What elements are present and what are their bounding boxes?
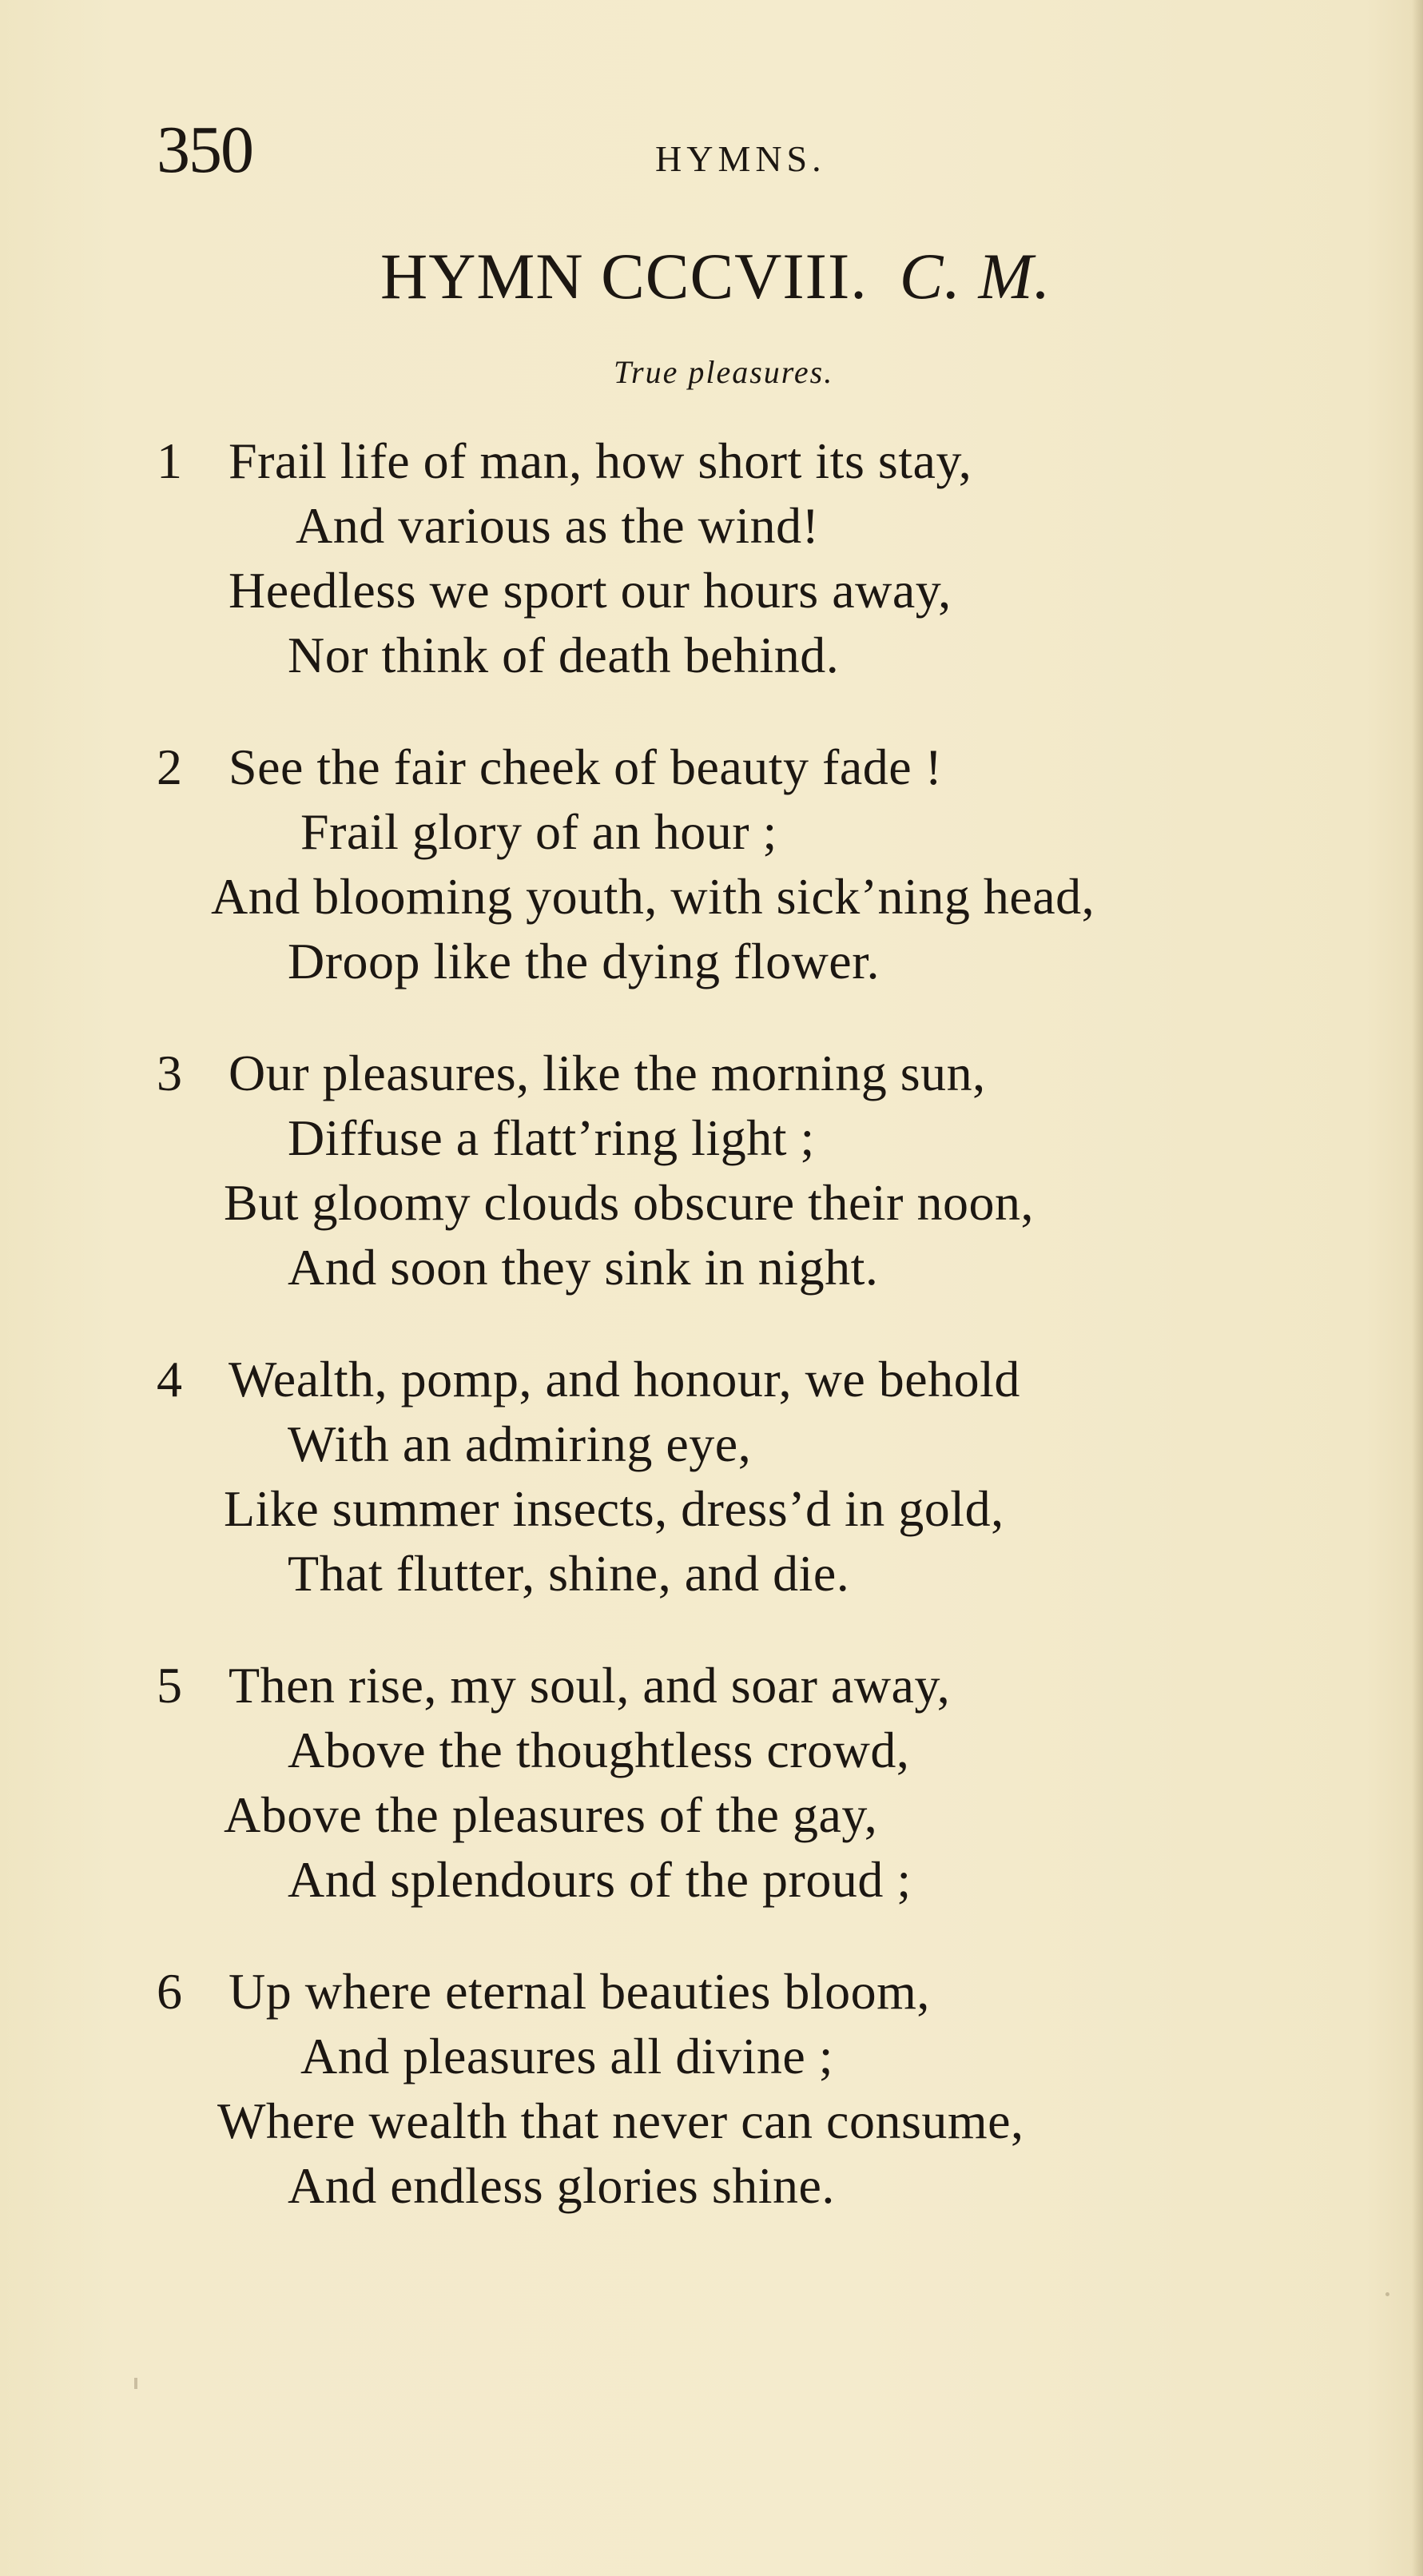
verse-line: That flutter, shine, and die. — [288, 1545, 850, 1602]
verse-number: 1 — [157, 432, 182, 489]
verse-line: Where wealth that never can consume, — [217, 2092, 1024, 2149]
page-number: 350 — [157, 113, 252, 187]
verse-line: See the fair cheek of beauty fade ! — [229, 739, 943, 795]
verse-number: 6 — [157, 1963, 182, 2020]
hymn-title: HYMN CCCVIII. — [380, 240, 868, 313]
verse-line: And soon they sink in night. — [288, 1239, 879, 1296]
verse-line: Frail life of man, how short its stay, — [229, 432, 972, 489]
verse-line: Above the pleasures of the gay, — [224, 1786, 878, 1843]
verse-line: And endless glories shine. — [288, 2157, 835, 2214]
verse-line: Our pleasures, like the morning sun, — [229, 1045, 986, 1101]
verse-number: 4 — [157, 1351, 182, 1407]
verse-line: But gloomy clouds obscure their noon, — [224, 1174, 1034, 1231]
verse-line: Up where eternal beauties bloom, — [229, 1963, 930, 2020]
paper-speck — [1385, 2292, 1389, 2296]
verse-line: Droop like the dying flower. — [288, 933, 880, 989]
verse-number: 2 — [157, 739, 182, 795]
verse-line: Above the thoughtless crowd, — [288, 1722, 910, 1778]
hymn-subtitle: True pleasures. — [614, 354, 834, 390]
verse-line: Diffuse a flatt’ring light ; — [288, 1109, 815, 1166]
verse-line: Nor think of death behind. — [288, 627, 840, 683]
verse-line: And blooming youth, with sick’ning head, — [211, 868, 1095, 925]
hymn-title-line — [380, 240, 1051, 313]
verse-line: Then rise, my soul, and soar away, — [229, 1657, 951, 1714]
page-edge-shadow — [1412, 0, 1423, 2576]
verse-line: Like summer insects, dress’d in gold, — [224, 1480, 1004, 1537]
verse-line: And splendours of the proud ; — [288, 1851, 912, 1908]
verse-line: And pleasures all divine ; — [300, 2028, 834, 2084]
hymn-meter: C. M. — [899, 240, 1051, 313]
verse-number: 3 — [157, 1045, 182, 1101]
verse-line: Wealth, pomp, and honour, we behold — [229, 1351, 1020, 1407]
verse-line: Heedless we sport our hours away, — [229, 562, 952, 619]
paper-speck — [134, 2378, 137, 2389]
verse-line: Frail glory of an hour ; — [300, 803, 777, 860]
running-head: HYMNS. — [655, 138, 826, 179]
verse-number: 5 — [157, 1657, 182, 1714]
verse-line: And various as the wind! — [296, 497, 820, 554]
verse-line: With an admiring eye, — [288, 1415, 752, 1472]
